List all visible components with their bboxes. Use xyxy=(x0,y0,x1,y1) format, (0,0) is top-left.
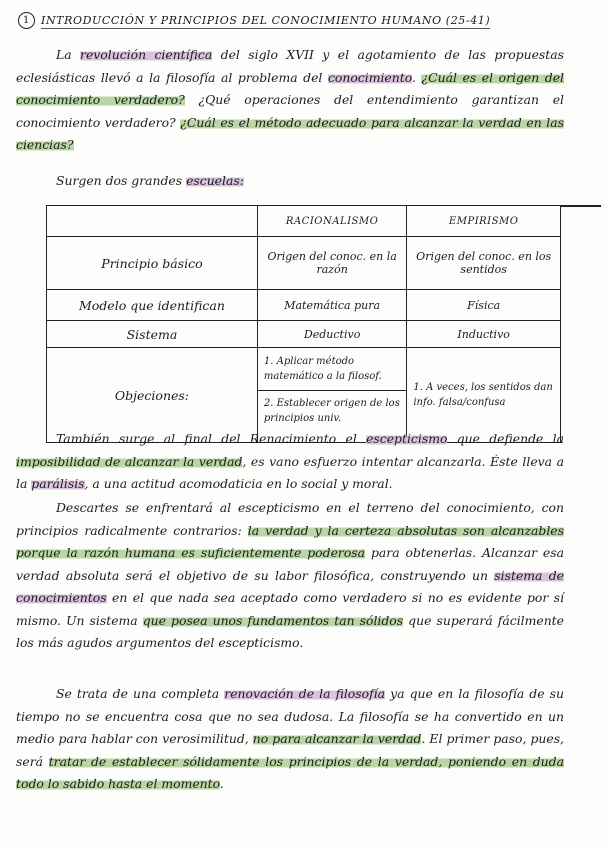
cell-text: Física xyxy=(467,298,501,312)
section-number: 1 xyxy=(18,12,35,29)
paragraph-intro xyxy=(16,44,564,157)
highlight-purple: parálisis xyxy=(31,476,85,491)
comparison-table xyxy=(46,205,561,443)
text-segment: Surgen dos grandes xyxy=(56,173,187,188)
table-corner-cell xyxy=(47,206,258,237)
highlight-green: no para alcanzar la verdad xyxy=(252,731,422,746)
highlight-purple: sistema de conocimientos xyxy=(16,567,564,605)
text-segment: que superará fácilmente los más agudos argumentos del escepticismo. xyxy=(16,612,564,650)
cell-text: Inductivo xyxy=(457,327,510,341)
row-label: Modelo que identifican xyxy=(47,290,258,321)
highlight-purple: conocimiento xyxy=(327,69,412,85)
cell-text: Origen del conoc. en la razón xyxy=(267,250,397,276)
highlight-green: que posea unos fundamentos tan sólidos xyxy=(142,612,404,628)
row-label: Objeciones: xyxy=(47,348,258,443)
table-cell xyxy=(257,290,406,321)
text-segment: La xyxy=(56,47,81,62)
highlight-green: tratar de establecer sólidamente los principios de la verdad, poniendo en duda todo lo sabido hasta el momento xyxy=(16,753,564,791)
highlight-purple: escuelas: xyxy=(186,173,244,188)
text-segment: que defiende la xyxy=(447,431,564,446)
text-segment: . xyxy=(219,776,224,791)
text-segment: También surge al final del Renacimiento el xyxy=(56,431,367,446)
row-label: Principio básico xyxy=(47,237,258,290)
cell-text: Origen del conoc. en los sentidos xyxy=(416,250,552,276)
table-row xyxy=(47,290,561,321)
text-segment: Se trata de una completa xyxy=(56,686,225,701)
header-rationalism-text: RACIONALISMO xyxy=(285,215,379,227)
text-segment: ya que en la filosofía de su tiempo no se encuentra cosa que no sea dudosa. La filosofía se ha convertido en un medio para hablar con verosimilitud, xyxy=(16,686,564,746)
paragraph-descartes xyxy=(16,497,564,655)
highlight-purple: revolución científica xyxy=(80,47,213,62)
header-empiricism xyxy=(407,206,561,237)
table-cell xyxy=(257,321,406,348)
highlight-green: la verdad y la certeza absolutas son alcanzables porque la razón humana es suficientemente poderosa xyxy=(16,522,564,560)
title-text: INTRODUCCIÓN Y PRINCIPIOS DEL CONOCIMIENTO HUMANO (25-41) xyxy=(41,13,491,27)
highlight-purple: escepticismo xyxy=(366,431,448,446)
row-label: Sistema xyxy=(47,321,258,348)
text-segment: en el que nada sea aceptado como verdadero si no es evidente por sí mismo. Un sistema xyxy=(16,590,564,628)
text-segment: Descartes se enfrentará al escepticismo en el terreno del conocimiento, con principios radicalmente contrarios: xyxy=(16,500,564,538)
page-title xyxy=(18,12,578,29)
table-cell xyxy=(257,237,406,290)
text-segment: para obtenerlas. Alcanzar esa verdad absoluta será el objetivo de su labor filosófica, construyendo un xyxy=(16,545,565,583)
table-extension-line xyxy=(561,205,601,207)
header-rationalism xyxy=(257,206,406,237)
text-segment: , a una actitud acomodaticia en lo social y moral. xyxy=(84,476,393,491)
objection-rationalism-1: 1. Aplicar método matemático a la filosof. xyxy=(258,348,406,391)
text-segment: del siglo XVII y el agotamiento de las propuestas eclesiásticas llevó a la filosofía al problema del xyxy=(16,47,564,85)
header-empiricism-text: EMPIRISMO xyxy=(448,215,519,227)
cell-text: Deductivo xyxy=(303,327,361,341)
paragraph-schools xyxy=(56,170,556,193)
highlight-green: ¿Cuál es el origen del conocimiento verdadero? xyxy=(16,69,564,107)
text-segment: . xyxy=(411,69,422,85)
table-cell xyxy=(407,321,561,348)
table-header-row xyxy=(47,206,561,237)
paragraph-renovation xyxy=(16,683,564,796)
highlight-purple: renovación de la filosofía xyxy=(224,686,386,701)
table-cell xyxy=(407,237,561,290)
table-row xyxy=(47,237,561,290)
paragraph-skepticism xyxy=(16,428,564,496)
highlight-green: ¿Cuál es el método adecuado para alcanzar la verdad en las ciencias? xyxy=(16,114,565,152)
highlight-green: imposibilidad de alcanzar la verdad xyxy=(16,453,243,469)
cell-text: Matemática pura xyxy=(284,298,381,312)
text-segment: . El primer paso, pues, será xyxy=(16,731,564,769)
objection-rationalism-2: 2. Establecer origen de los principios univ. xyxy=(263,398,400,424)
text-segment: ¿Qué operaciones del entendimiento garantizan el conocimiento verdadero? xyxy=(16,92,564,130)
objection-empiricism: 1. A veces, los sentidos dan info. falsa/confusa xyxy=(407,348,561,443)
table-row xyxy=(47,321,561,348)
text-segment: , es vano esfuerzo intentar alcanzarla. Éste lleva a la xyxy=(16,453,564,491)
table-cell xyxy=(407,290,561,321)
